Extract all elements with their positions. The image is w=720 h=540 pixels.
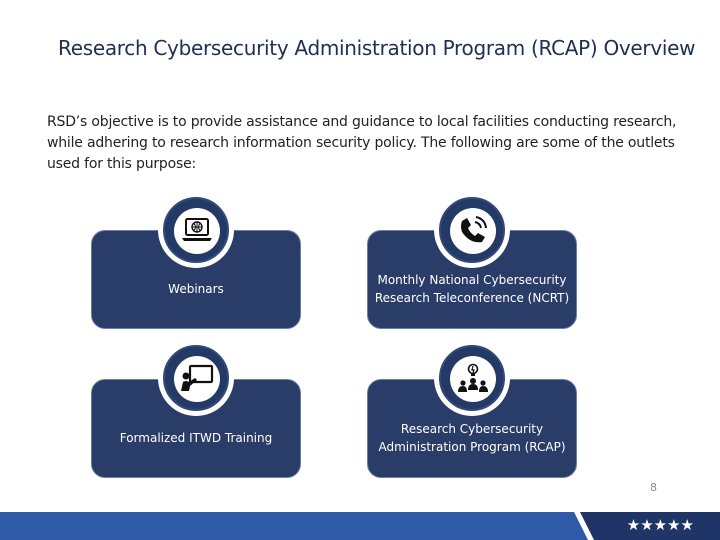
badge-webinars xyxy=(158,192,234,268)
intro-paragraph: RSD’s objective is to provide assistance and guidance to local facilities conducting research, while adhering to research information security policy. The following are some of the outlets used for this purpose: xyxy=(47,114,677,172)
card-label: Formalized ITWD Training xyxy=(119,430,273,445)
footer-stars: ★★★★★ xyxy=(626,516,694,534)
badge-rcap xyxy=(434,340,510,416)
page-number: 8 xyxy=(650,481,657,494)
presenter-board-icon xyxy=(179,363,215,395)
badge-itwd-training xyxy=(158,340,234,416)
slide-title: Research Cybersecurity Administration Program (RCAP) Overview xyxy=(58,36,696,60)
badge-ncrt xyxy=(434,192,510,268)
card-label: Webinars xyxy=(168,281,224,296)
team-idea-icon xyxy=(455,362,491,396)
laptop-globe-icon xyxy=(180,216,214,246)
card-label: Monthly National Cybersecurity Research Teleconference (NCRT) xyxy=(374,272,570,305)
card-label: Research Cybersecurity Administration Program (RCAP) xyxy=(378,421,566,454)
footer-bar xyxy=(0,512,720,540)
phone-call-icon xyxy=(456,214,490,248)
